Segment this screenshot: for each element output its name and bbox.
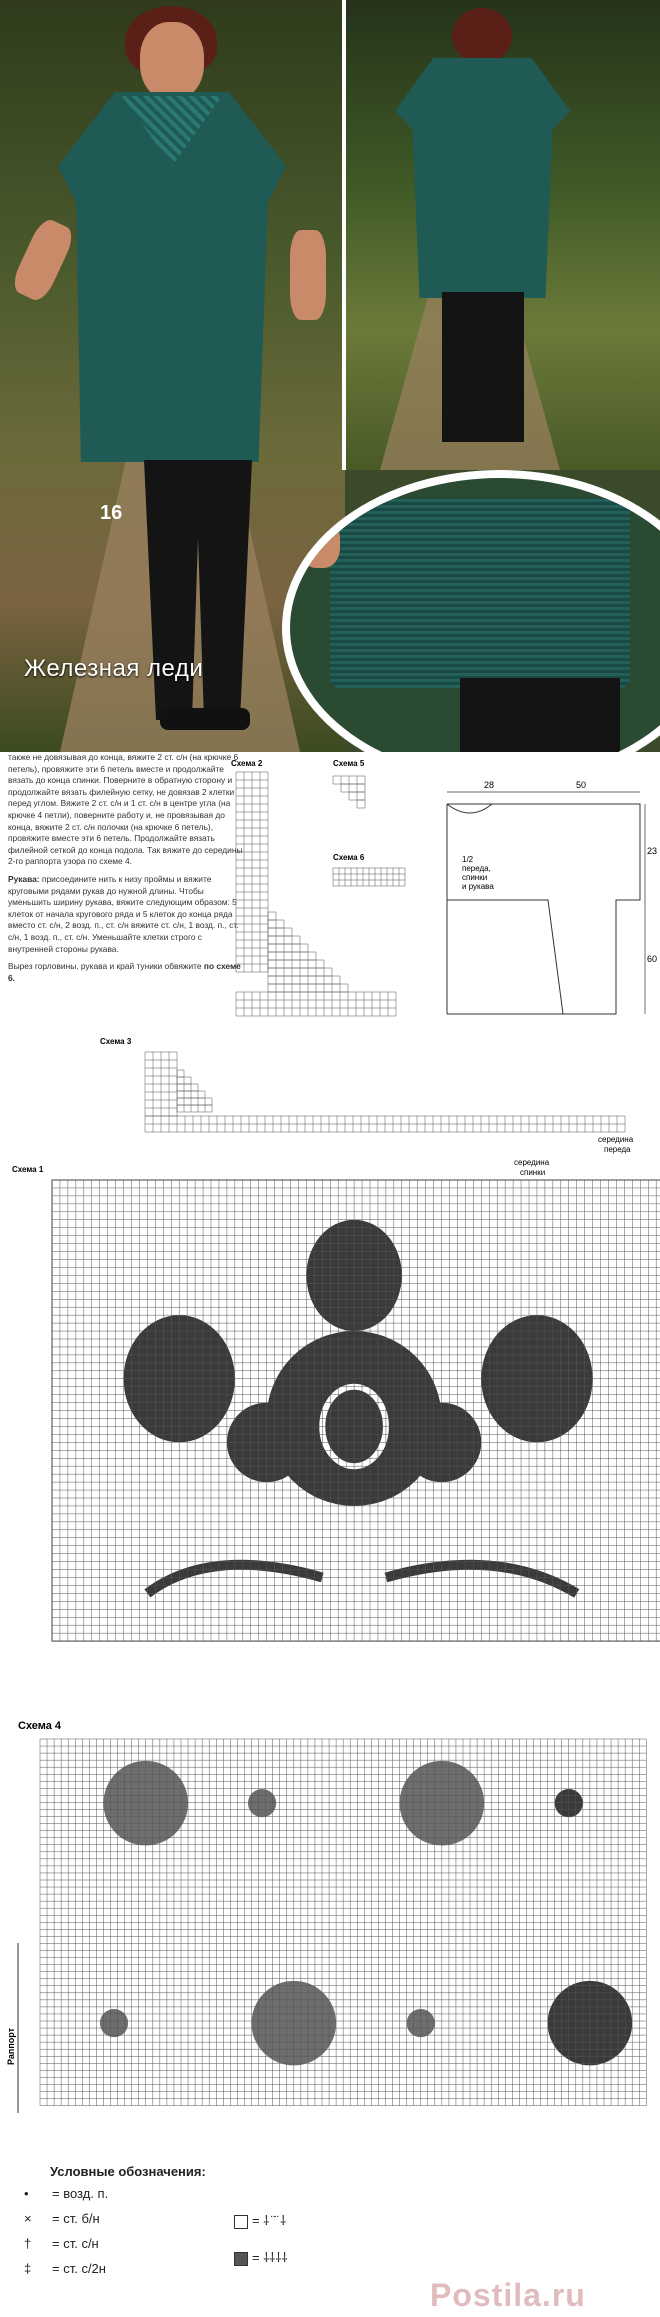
- scheme-2-step: [268, 976, 340, 984]
- legend-text: = ст. б/н: [52, 2211, 100, 2226]
- scheme-3-row: [145, 1116, 625, 1132]
- scheme-2-step: [268, 928, 292, 936]
- legend-text: = ст. с/2н: [52, 2261, 106, 2276]
- scheme-4-motif: [248, 1789, 276, 1817]
- scheme-5-step: [333, 776, 365, 784]
- scheme-2-step: [268, 912, 276, 920]
- legend-open-cell: [234, 2211, 286, 2229]
- legend-text: = возд. п.: [52, 2186, 109, 2201]
- scheme-4-label: Схема 4: [18, 1720, 62, 1732]
- scheme-6-label: Схема 6: [333, 853, 365, 862]
- scheme-3-label: Схема 3: [100, 1037, 132, 1046]
- inset-tunic-hem: [330, 498, 630, 688]
- legend-symbol: ×: [24, 2211, 32, 2226]
- legend-symbol: ‡: [24, 2261, 32, 2276]
- scheme-3-grid: [145, 1052, 625, 1132]
- schemes-2-3-area: [0, 752, 660, 1182]
- legend-item-sc: [24, 2211, 100, 2226]
- mid-back-label-1: середина: [514, 1158, 550, 1167]
- dim-50: 50: [576, 780, 587, 790]
- instructions-paragraph-1: также не довязывая до конца, вяжите 2 ст. с/н (на крючке 6 петель), провяжите эти 6 петель вместе и продолжайте вязать до конца спинки. Поверните в обратную сторону и продолжайте вязать филейную сетку, не довязав 2 клетки перед углом. Вяжите 2 ст. с/н и 1 ст. с/н в центре угла (на крючке 4 петли), поверните работу и, не провязывая до конца, вяжите 2 ст. с/н полочки (на крючке 6 петель), провяжите вместе эти 6 петель. Продолжайте вязать филейной сеткой до конца подола. Так вяжите до середины 2-го раппорта узора по схеме 4.: [8, 752, 243, 867]
- dim-23: 23: [647, 846, 658, 856]
- photo-area: [0, 0, 660, 752]
- page-number: 16: [100, 502, 123, 524]
- pattern-label-4: и рукава: [462, 882, 494, 891]
- pattern-label-3: спинки: [462, 873, 488, 882]
- scheme-5-label: Схема 5: [333, 759, 365, 768]
- sleeves-text: присоедините нить к низу проймы и вяжите круговыми рядами рукав до нужной длины. Чтобы уменьшить ширину рукава, вяжите следующим образом: 5 клеток от начала кругового ряда и 5 клеток до конца ряда вместо ст. с/н, 2 возд. п., ст. с/н вяжите ст. с/н, 1 возд. п., ст. с/н, 1 возд. п., ст. с/н. Уменьшайте клетки строго с внутренней стороны рукава.: [8, 873, 239, 954]
- scheme-3-step: [177, 1070, 184, 1077]
- neckline: [447, 804, 492, 813]
- scheme-2-step: [268, 952, 316, 960]
- scheme-2-bottom-row: [236, 992, 396, 1016]
- legend-item-tr: [24, 2261, 106, 2276]
- shoes: [160, 708, 250, 730]
- rapport-label: Раппорт: [6, 2027, 16, 2065]
- open-cell-text: = ⸸ ̈ ̈ ⸸: [252, 2213, 287, 2228]
- scheme-2-step: [268, 968, 332, 976]
- scheme-1-area: [0, 1160, 660, 1700]
- scheme-3-step: [177, 1077, 191, 1084]
- scheme-2-step: [268, 920, 284, 928]
- scheme-4-motif: [100, 2009, 128, 2037]
- scheme-2-step: [268, 936, 300, 944]
- scheme-6-edging: [333, 868, 405, 886]
- open-cell-icon: [234, 2215, 248, 2229]
- pattern-outline: [447, 804, 640, 1014]
- scheme-3-step: [177, 1105, 212, 1112]
- scheme-2-label: Схема 2: [231, 759, 263, 768]
- scheme-2-column: [236, 772, 268, 972]
- dim-28: 28: [484, 780, 495, 790]
- tunic-pattern-diagram: [447, 780, 657, 1014]
- legend-filled-cell: [234, 2248, 288, 2266]
- legend-symbol: •: [24, 2186, 29, 2201]
- postila-logo: Postila.ru: [430, 2277, 586, 2313]
- legend-item-chain: [24, 2186, 108, 2201]
- scheme-2-step: [268, 984, 348, 992]
- inset-pants: [460, 678, 620, 752]
- detail-inset: [282, 470, 660, 752]
- scheme-2-step: [268, 960, 324, 968]
- sleeves-heading: Рукава:: [8, 873, 40, 884]
- scheme-3-step: [177, 1098, 212, 1105]
- legend-item-dc: [24, 2236, 99, 2251]
- scheme-5-grid: [333, 776, 365, 808]
- back-pants: [442, 292, 524, 442]
- photo-caption: Железная леди: [24, 655, 204, 682]
- mid-front-label-2: переда: [604, 1145, 631, 1154]
- finish-text: Вырез горловины, рукава и край туники обвяжите: [8, 961, 202, 972]
- scheme-5-step: [349, 792, 365, 800]
- inset-hand: [300, 518, 340, 568]
- scheme-3-step: [177, 1091, 205, 1098]
- scheme-4-area: [0, 1715, 660, 2165]
- right-arm: [290, 230, 326, 320]
- scheme-4-chart: [40, 1739, 646, 2106]
- legend-text: = ст. с/н: [52, 2236, 99, 2251]
- filled-cell-icon: [234, 2252, 248, 2266]
- mid-back-label-2: спинки: [520, 1168, 546, 1177]
- scheme-1-chart: [52, 1180, 660, 1641]
- finish-bold: по схеме 6.: [8, 961, 241, 983]
- scheme-3-step: [177, 1084, 198, 1091]
- legend-title: Условные обозначения:: [50, 2164, 206, 2179]
- scheme-6-edging: [333, 868, 405, 886]
- legend-symbol: †: [24, 2236, 32, 2251]
- scheme-1-label: Схема 1: [12, 1165, 44, 1174]
- scheme-2-step: [268, 944, 308, 952]
- back-hair: [452, 8, 512, 64]
- scheme-2-grid: [236, 772, 396, 1016]
- filled-cell-text: = ⸸⸸⸸⸸: [252, 2250, 288, 2265]
- woman-face: [140, 22, 204, 100]
- pattern-label-1: 1/2: [462, 855, 474, 864]
- pattern-label-2: переда,: [462, 864, 491, 873]
- mid-front-label-1: середина: [598, 1135, 634, 1144]
- dim-60: 60: [647, 954, 658, 964]
- scheme-3-column: [145, 1052, 177, 1116]
- tunic-back: [395, 58, 570, 298]
- scheme-5-step: [357, 800, 365, 808]
- scheme-5-step: [341, 784, 365, 792]
